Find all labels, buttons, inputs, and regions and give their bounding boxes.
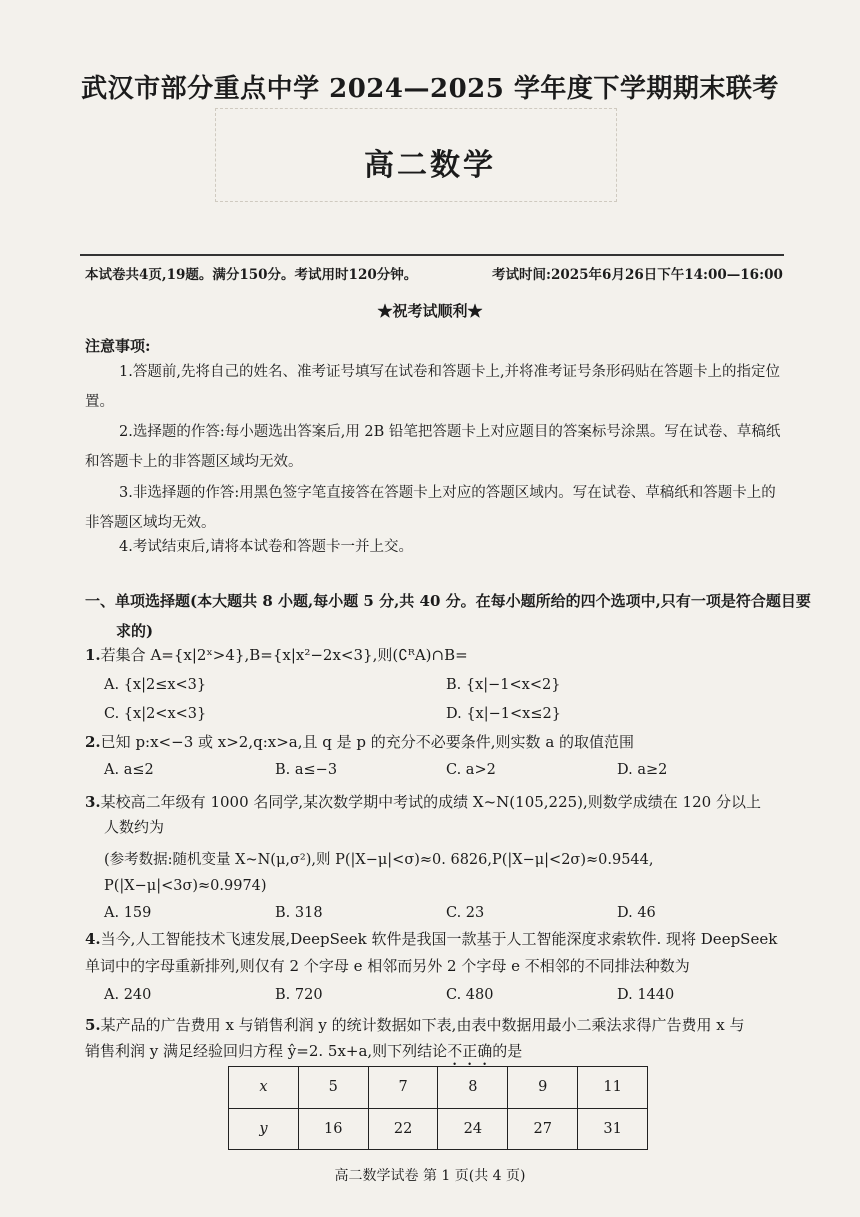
table-cell: 5 (298, 1067, 368, 1109)
notice-title: 注意事项: (85, 337, 151, 355)
question-stem: 当今,人工智能技术飞速发展,DeepSeek 软件是我国一款基于人工智能深度求索软件. 现将 DeepSeek (100, 930, 778, 948)
question-4-stem-cont: 单词中的字母重新排列,则仅有 2 个字母 e 相邻而另外 2 个字母 e 不相邻的不同排法种数为 (85, 957, 690, 975)
stem-text: 销售利润 y 满足经验回归方程 ŷ=2. 5x+a,则下列结论 (85, 1042, 448, 1060)
header-divider (80, 254, 784, 256)
table-cell: 9 (508, 1067, 578, 1109)
q1-option-a: A. {x|2≤x<3} (104, 677, 207, 693)
exam-info-left: 本试卷共4页,19题。满分150分。考试用时120分钟。 (85, 267, 418, 283)
question-number: 2. (85, 733, 101, 751)
section-heading: 一、单项选择题(本大题共 8 小题,每小题 5 分,共 40 分。在每小题所给的四个选项中,只有一项是符合题目要求的) (85, 592, 811, 640)
row-label-x: x (229, 1067, 299, 1109)
table-row (229, 1108, 648, 1150)
question-stem: 某校高二年级有 1000 名同学,某次数学期中考试的成绩 X~N(105,225),则数学成绩在 120 分以上 (100, 793, 761, 811)
subject-title: 高二数学 (364, 148, 496, 183)
q3-option-a: A. 159 (104, 905, 152, 921)
q2-option-d: D. a≥2 (617, 762, 668, 778)
q1-option-b: B. {x|−1<x<2} (446, 677, 561, 693)
q4-option-c: C. 480 (446, 987, 494, 1003)
table-cell: 16 (298, 1108, 368, 1150)
question-1 (85, 640, 468, 670)
q3-option-b: B. 318 (275, 905, 323, 921)
q1-option-c: C. {x|2<x<3} (104, 706, 207, 722)
q3-option-d: D. 46 (617, 905, 656, 921)
table-cell: 11 (578, 1067, 648, 1109)
page-footer: 高二数学试卷 第 1 页(共 4 页) (334, 1168, 526, 1184)
table-cell: 22 (368, 1108, 438, 1150)
notice-item-1: 1.答题前,先将自己的姓名、准考证号填写在试卷和答题卡上,并将准考证号条形码贴在答题卡上的指定位置。 (85, 364, 781, 410)
question-3-reference-cont: P(|X−μ|<3σ)≈0.9974) (104, 878, 267, 894)
question-4 (85, 924, 777, 954)
notice-item-2: 2.选择题的作答:每小题选出答案后,用 2B 铅笔把答题卡上对应题目的答案标号涂黑。写在试卷、草稿纸和答题卡上的非答题区域均无效。 (85, 424, 781, 470)
question-5-stem-cont (85, 1036, 522, 1069)
question-stem: 若集合 A={x|2ˣ>4},B={x|x²−2x<3},则(∁ᴿA)∩B= (100, 646, 468, 664)
table-cell: 7 (368, 1067, 438, 1109)
question-number: 3. (85, 793, 101, 811)
table-cell: 8 (438, 1067, 508, 1109)
q2-option-c: C. a>2 (446, 762, 496, 778)
question-stem: 某产品的广告费用 x 与销售利润 y 的统计数据如下表,由表中数据用最小二乘法求得广告费用 x 与 (100, 1016, 745, 1034)
table-cell: 24 (438, 1108, 508, 1150)
question-3-stem-cont: 人数约为 (104, 818, 165, 836)
question-3 (85, 787, 761, 817)
question-3-reference: (参考数据:随机变量 X~N(μ,σ²),则 P(|X−μ|<σ)≈0. 6826,P(|X−μ|<2σ)≈0.9544, (104, 852, 654, 868)
q1-option-d: D. {x|−1<x≤2} (446, 706, 561, 722)
exam-title: 武汉市部分重点中学 2024—2025 学年度下学期期末联考 (81, 74, 779, 104)
q2-option-a: A. a≤2 (104, 762, 154, 778)
data-table (228, 1066, 648, 1150)
q4-option-a: A. 240 (104, 987, 152, 1003)
question-2 (85, 727, 634, 757)
table-row (229, 1067, 648, 1109)
question-number: 1. (85, 646, 101, 664)
q4-option-d: D. 1440 (617, 987, 675, 1003)
q3-option-c: C. 23 (446, 905, 485, 921)
q4-option-b: B. 720 (275, 987, 323, 1003)
row-label-y: y (229, 1108, 299, 1150)
blessing: ★祝考试顺利★ (377, 302, 483, 320)
stem-text: 的是 (492, 1042, 523, 1060)
table-cell: 27 (508, 1108, 578, 1150)
notice-item-4: 4.考试结束后,请将本试卷和答题卡一并上交。 (119, 539, 413, 555)
question-number: 4. (85, 930, 101, 948)
q2-option-b: B. a≤−3 (275, 762, 338, 778)
table-cell: 31 (578, 1108, 648, 1150)
question-stem: 已知 p:x<−3 或 x>2,q:x>a,且 q 是 p 的充分不必要条件,则实数 a 的取值范围 (100, 733, 635, 751)
exam-time: 考试时间:2025年6月26日下午14:00—16:00 (492, 267, 783, 283)
emphasis-text: 不正确 (447, 1042, 493, 1060)
notice-item-3: 3.非选择题的作答:用黑色签字笔直接答在答题卡上对应的答题区域内。写在试卷、草稿纸和答题卡上的非答题区域均无效。 (85, 485, 776, 531)
question-number: 5. (85, 1016, 101, 1034)
